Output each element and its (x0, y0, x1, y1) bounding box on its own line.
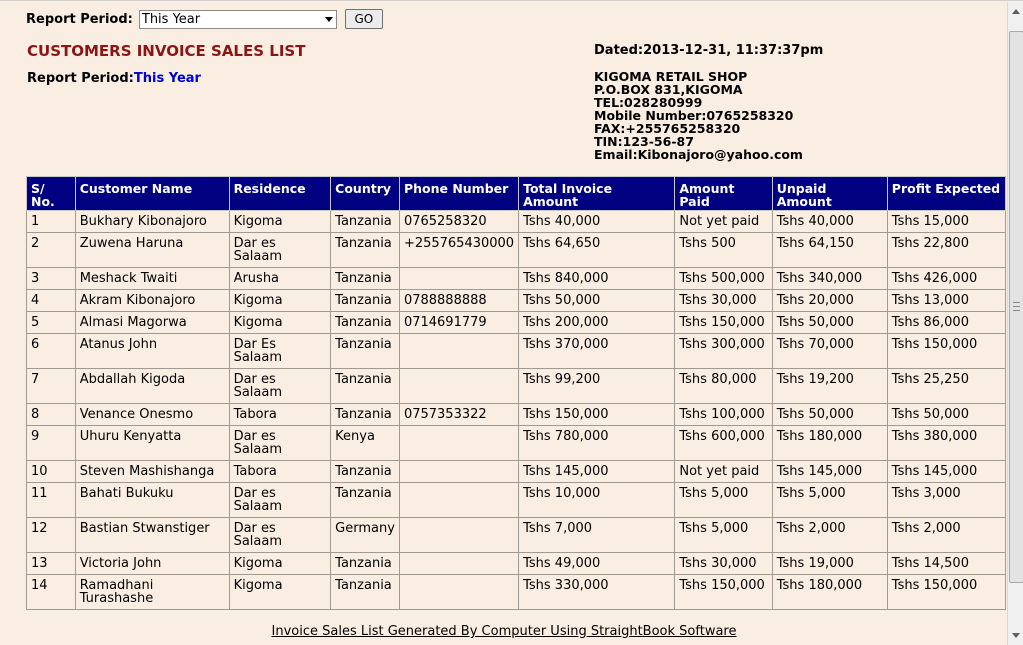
footer-note: Invoice Sales List Generated By Computer Using StraightBook Software (271, 624, 737, 639)
cell-amount-paid: Tshs 300,000 (675, 334, 772, 369)
cell-phone (399, 575, 518, 610)
cell-customer-name: Almasi Magorwa (75, 312, 229, 334)
cell-residence: Kigoma (229, 575, 331, 610)
shop-pobox: P.O.BOX 831,KIGOMA (594, 82, 743, 97)
cell-unpaid: Tshs 70,000 (772, 334, 887, 369)
cell-unpaid: Tshs 5,000 (772, 483, 887, 518)
cell-customer-name: Bukhary Kibonajoro (75, 211, 229, 233)
cell-total-invoice: Tshs 840,000 (519, 268, 675, 290)
scroll-up-arrow-icon[interactable] (1009, 3, 1023, 19)
cell-unpaid: Tshs 180,000 (772, 575, 887, 610)
cell-sno: 7 (27, 369, 76, 404)
cell-amount-paid: Tshs 500 (675, 233, 772, 268)
column-header-residence: Residence (229, 177, 331, 211)
cell-amount-paid: Not yet paid (675, 211, 772, 233)
cell-sno: 8 (27, 404, 76, 426)
report-period-label: Report Period: (26, 11, 133, 27)
scrollbar-thumb[interactable] (1009, 31, 1023, 583)
cell-unpaid: Tshs 50,000 (772, 312, 887, 334)
cell-total-invoice: Tshs 200,000 (519, 312, 675, 334)
cell-phone: 0788888888 (399, 290, 518, 312)
cell-amount-paid: Tshs 100,000 (675, 404, 772, 426)
cell-sno: 3 (27, 268, 76, 290)
cell-country: Tanzania (331, 483, 400, 518)
report-period-summary (27, 71, 201, 86)
cell-sno: 1 (27, 211, 76, 233)
cell-residence: Arusha (229, 268, 331, 290)
cell-total-invoice: Tshs 7,000 (519, 518, 675, 553)
cell-country: Kenya (331, 426, 400, 461)
table-row (27, 211, 1006, 233)
cell-unpaid: Tshs 19,000 (772, 553, 887, 575)
cell-country: Tanzania (331, 553, 400, 575)
cell-total-invoice: Tshs 40,000 (519, 211, 675, 233)
cell-country: Tanzania (331, 404, 400, 426)
cell-amount-paid: Tshs 500,000 (675, 268, 772, 290)
cell-residence: Dar es Salaam (229, 233, 331, 268)
cell-sno: 13 (27, 553, 76, 575)
cell-sno: 10 (27, 461, 76, 483)
cell-profit: Tshs 50,000 (887, 404, 1005, 426)
cell-residence: Dar es Salaam (229, 369, 331, 404)
report-period-filter (26, 8, 383, 30)
cell-phone (399, 369, 518, 404)
cell-profit: Tshs 2,000 (887, 518, 1005, 553)
cell-country: Tanzania (331, 334, 400, 369)
column-header-customer-name: Customer Name (75, 177, 229, 211)
report-period-selected-value: This Year (141, 11, 201, 27)
cell-phone (399, 426, 518, 461)
table-row (27, 518, 1006, 553)
cell-sno: 14 (27, 575, 76, 610)
shop-info (594, 70, 803, 161)
cell-total-invoice: Tshs 49,000 (519, 553, 675, 575)
cell-sno: 11 (27, 483, 76, 518)
table-row (27, 334, 1006, 369)
cell-profit: Tshs 13,000 (887, 290, 1005, 312)
cell-country: Tanzania (331, 575, 400, 610)
column-header-profit-expected: Profit Expected (887, 177, 1005, 211)
cell-residence: Kigoma (229, 553, 331, 575)
shop-email: Email:Kibonajoro@yahoo.com (594, 147, 803, 162)
page-title: CUSTOMERS INVOICE SALES LIST (27, 42, 306, 60)
cell-amount-paid: Tshs 150,000 (675, 575, 772, 610)
cell-customer-name: Zuwena Haruna (75, 233, 229, 268)
cell-total-invoice: Tshs 330,000 (519, 575, 675, 610)
cell-sno: 9 (27, 426, 76, 461)
cell-residence: Kigoma (229, 312, 331, 334)
cell-residence: Dar es Salaam (229, 518, 331, 553)
scroll-down-arrow-icon[interactable] (1009, 628, 1023, 644)
cell-sno: 6 (27, 334, 76, 369)
cell-customer-name: Bahati Bukuku (75, 483, 229, 518)
report-period-summary-label: Report Period: (27, 71, 134, 86)
cell-residence: Kigoma (229, 211, 331, 233)
cell-country: Tanzania (331, 461, 400, 483)
table-header-row (27, 177, 1006, 211)
cell-phone (399, 268, 518, 290)
table-row (27, 461, 1006, 483)
cell-sno: 12 (27, 518, 76, 553)
cell-sno: 5 (27, 312, 76, 334)
cell-profit: Tshs 380,000 (887, 426, 1005, 461)
table-row (27, 369, 1006, 404)
cell-amount-paid: Tshs 600,000 (675, 426, 772, 461)
cell-unpaid: Tshs 20,000 (772, 290, 887, 312)
cell-country: Tanzania (331, 312, 400, 334)
cell-total-invoice: Tshs 10,000 (519, 483, 675, 518)
shop-mobile: Mobile Number:0765258320 (594, 108, 794, 123)
cell-amount-paid: Tshs 5,000 (675, 518, 772, 553)
chevron-down-icon[interactable] (325, 17, 333, 22)
cell-unpaid: Tshs 50,000 (772, 404, 887, 426)
cell-country: Tanzania (331, 233, 400, 268)
grip-icon (1013, 302, 1020, 311)
cell-amount-paid: Tshs 80,000 (675, 369, 772, 404)
cell-phone: +255765430000 (399, 233, 518, 268)
cell-phone (399, 553, 518, 575)
cell-profit: Tshs 25,250 (887, 369, 1005, 404)
column-header-unpaid-amount: Unpaid Amount (772, 177, 887, 211)
vertical-scrollbar[interactable] (1007, 2, 1023, 645)
cell-country: Tanzania (331, 268, 400, 290)
cell-phone (399, 461, 518, 483)
cell-sno: 4 (27, 290, 76, 312)
cell-total-invoice: Tshs 150,000 (519, 404, 675, 426)
report-period-summary-value: This Year (133, 71, 201, 86)
cell-total-invoice: Tshs 145,000 (519, 461, 675, 483)
cell-unpaid: Tshs 64,150 (772, 233, 887, 268)
cell-phone (399, 518, 518, 553)
cell-unpaid: Tshs 40,000 (772, 211, 887, 233)
shop-name: KIGOMA RETAIL SHOP (594, 69, 748, 84)
cell-customer-name: Akram Kibonajoro (75, 290, 229, 312)
shop-fax: FAX:+255765258320 (594, 121, 741, 136)
column-header-total-invoice-amount: Total Invoice Amount (519, 177, 675, 211)
cell-phone: 0765258320 (399, 211, 518, 233)
cell-customer-name: Bastian Stwanstiger (75, 518, 229, 553)
cell-profit: Tshs 3,000 (887, 483, 1005, 518)
cell-total-invoice: Tshs 64,650 (519, 233, 675, 268)
cell-country: Tanzania (331, 290, 400, 312)
cell-customer-name: Ramadhani Turashashe (75, 575, 229, 610)
cell-profit: Tshs 22,800 (887, 233, 1005, 268)
cell-profit: Tshs 14,500 (887, 553, 1005, 575)
cell-unpaid: Tshs 145,000 (772, 461, 887, 483)
table-row (27, 312, 1006, 334)
cell-unpaid: Tshs 180,000 (772, 426, 887, 461)
cell-country: Germany (331, 518, 400, 553)
go-button[interactable]: GO (345, 9, 383, 29)
cell-phone: 0757353322 (399, 404, 518, 426)
cell-amount-paid: Tshs 30,000 (675, 290, 772, 312)
cell-amount-paid: Tshs 150,000 (675, 312, 772, 334)
cell-phone (399, 483, 518, 518)
cell-phone: 0714691779 (399, 312, 518, 334)
column-header-phone-number: Phone Number (399, 177, 518, 211)
cell-total-invoice: Tshs 99,200 (519, 369, 675, 404)
cell-customer-name: Meshack Twaiti (75, 268, 229, 290)
cell-customer-name: Victoria John (75, 553, 229, 575)
cell-profit: Tshs 426,000 (887, 268, 1005, 290)
shop-tel: TEL:028280999 (594, 95, 703, 110)
cell-residence: Kigoma (229, 290, 331, 312)
cell-profit: Tshs 86,000 (887, 312, 1005, 334)
column-header-sno: S/ No. (27, 177, 76, 211)
cell-profit: Tshs 150,000 (887, 575, 1005, 610)
table-row (27, 268, 1006, 290)
cell-profit: Tshs 150,000 (887, 334, 1005, 369)
cell-country: Tanzania (331, 369, 400, 404)
cell-residence: Dar es Salaam (229, 426, 331, 461)
cell-total-invoice: Tshs 50,000 (519, 290, 675, 312)
cell-customer-name: Abdallah Kigoda (75, 369, 229, 404)
cell-country: Tanzania (331, 211, 400, 233)
cell-total-invoice: Tshs 780,000 (519, 426, 675, 461)
cell-customer-name: Venance Onesmo (75, 404, 229, 426)
cell-amount-paid: Tshs 30,000 (675, 553, 772, 575)
table-row (27, 483, 1006, 518)
table-row (27, 426, 1006, 461)
cell-unpaid: Tshs 2,000 (772, 518, 887, 553)
cell-residence: Dar Es Salaam (229, 334, 331, 369)
cell-profit: Tshs 145,000 (887, 461, 1005, 483)
cell-residence: Dar es Salaam (229, 483, 331, 518)
table-row (27, 575, 1006, 610)
cell-unpaid: Tshs 340,000 (772, 268, 887, 290)
cell-total-invoice: Tshs 370,000 (519, 334, 675, 369)
invoice-sales-table (26, 176, 1006, 610)
cell-customer-name: Atanus John (75, 334, 229, 369)
cell-unpaid: Tshs 19,200 (772, 369, 887, 404)
cell-amount-paid: Tshs 5,000 (675, 483, 772, 518)
table-row (27, 233, 1006, 268)
cell-customer-name: Steven Mashishanga (75, 461, 229, 483)
cell-profit: Tshs 15,000 (887, 211, 1005, 233)
cell-phone (399, 334, 518, 369)
cell-customer-name: Uhuru Kenyatta (75, 426, 229, 461)
cell-amount-paid: Not yet paid (675, 461, 772, 483)
table-row (27, 290, 1006, 312)
cell-sno: 2 (27, 233, 76, 268)
column-header-country: Country (331, 177, 400, 211)
table-row (27, 404, 1006, 426)
table-row (27, 553, 1006, 575)
cell-residence: Tabora (229, 404, 331, 426)
column-header-amount-paid: Amount Paid (675, 177, 772, 211)
cell-residence: Tabora (229, 461, 331, 483)
report-date: Dated:2013-12-31, 11:37:37pm (594, 43, 824, 58)
shop-tin: TIN:123-56-87 (594, 134, 694, 149)
report-period-select[interactable] (139, 10, 337, 29)
